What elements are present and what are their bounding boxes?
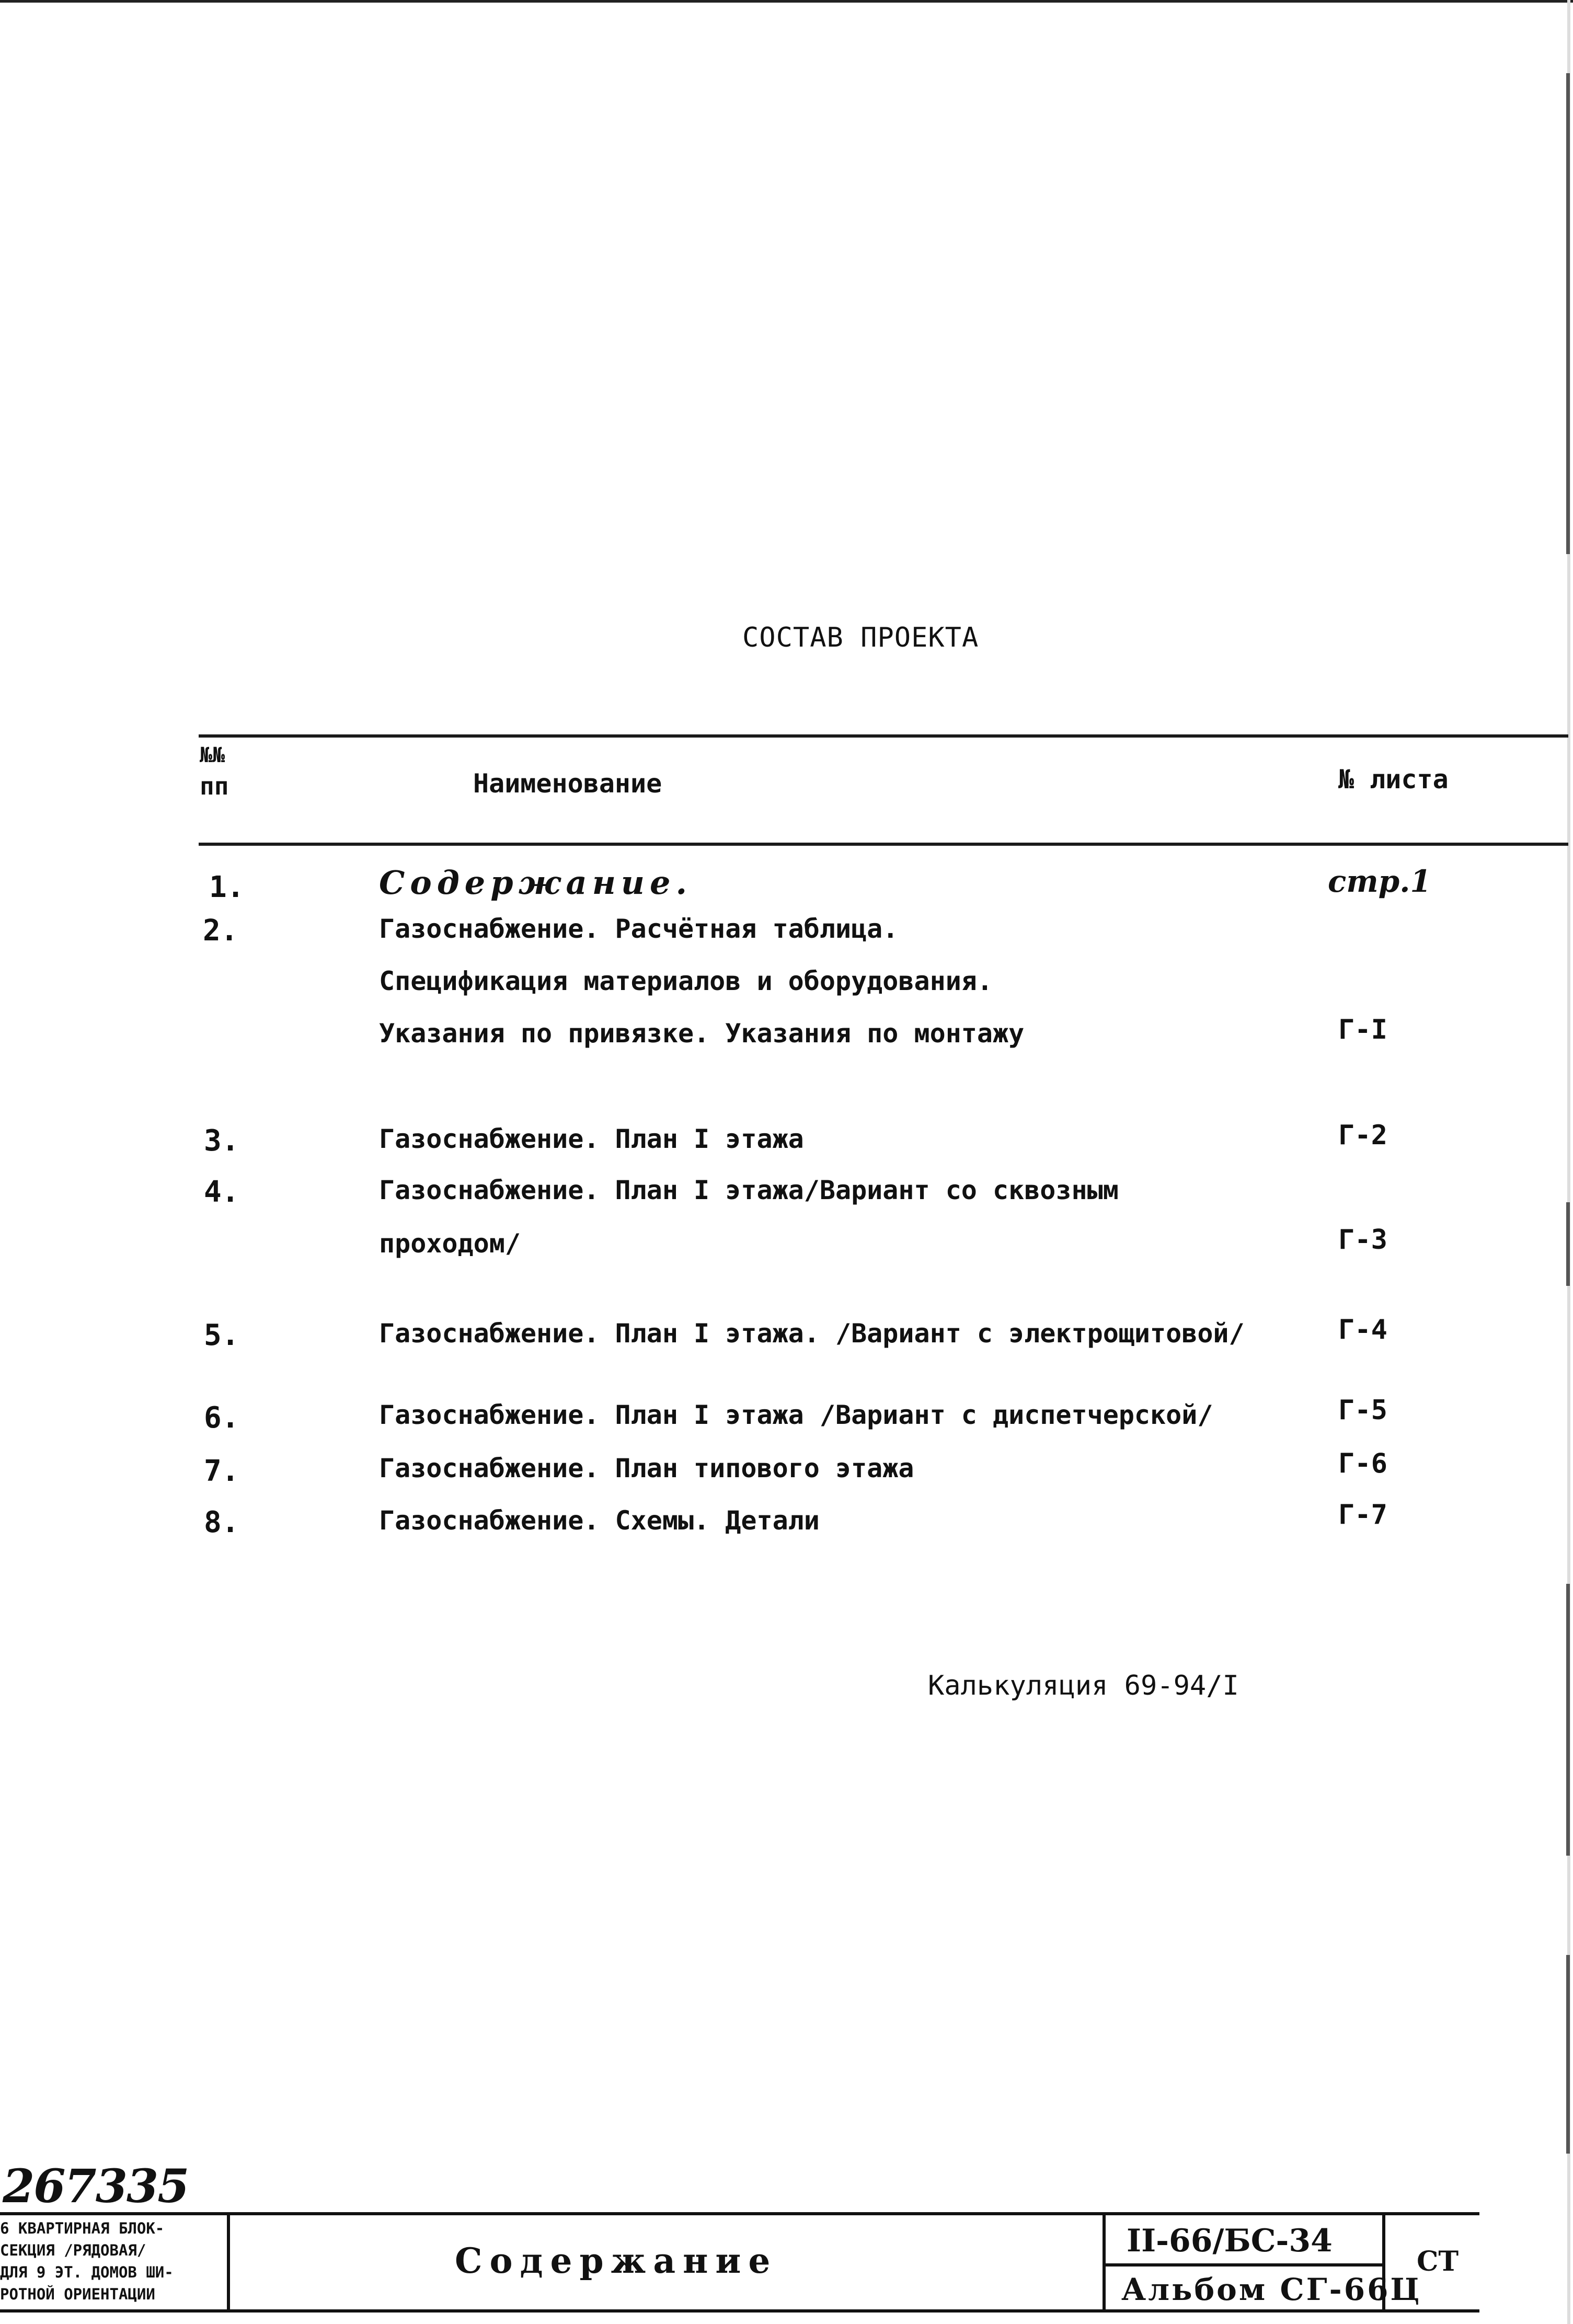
row-number: 8. — [204, 1505, 239, 1539]
title-block — [0, 2212, 1479, 2313]
stamp-description-line: СЕКЦИЯ /РЯДОВАЯ/ — [0, 2241, 146, 2259]
row-number: 6. — [204, 1401, 239, 1435]
header-num-line1: №№ — [200, 743, 225, 767]
scan-mark — [1566, 1202, 1570, 1286]
row-name: Газоснабжение. План I этажа /Вариант с диспетчерской/ — [379, 1400, 1213, 1430]
row-name-continued: Спецификация материалов и оборудования. — [379, 966, 993, 996]
row-name: Газоснабжение. План типового этажа — [379, 1453, 914, 1483]
row-number: 2. — [203, 914, 238, 948]
scan-mark — [1566, 1955, 1570, 2154]
row-name-continued: Указания по привязке. Указания по монтажу — [379, 1018, 1025, 1049]
header-bottom-rule — [199, 843, 1568, 846]
row-name-continued: проходом/ — [379, 1228, 521, 1259]
scan-mark — [1566, 1584, 1570, 1856]
row-sheet: стр.1 — [1328, 864, 1431, 899]
stamp-codes-cell — [1106, 2215, 1422, 2309]
stamp-description-line: РОТНОЙ ОРИЕНТАЦИИ — [0, 2285, 155, 2303]
row-sheet: Г-6 — [1338, 1448, 1387, 1479]
calculation-note: Калькуляция 69-94/I — [928, 1670, 1239, 1701]
header-top-rule — [199, 734, 1568, 738]
header-num-line2: пп — [200, 772, 229, 800]
stamp-title-cell — [230, 2215, 1106, 2309]
scan-mark — [1566, 73, 1570, 554]
stamp-sheet-label: СТ — [1417, 2246, 1459, 2277]
header-sheet: № листа — [1338, 764, 1449, 795]
top-border — [0, 0, 1573, 3]
stamp-title: Содержание — [455, 2240, 778, 2281]
row-name: Газоснабжение. Схемы. Детали — [379, 1505, 820, 1536]
inventory-number: 267335 — [3, 2159, 189, 2213]
row-name: Газоснабжение. Расчётная таблица. — [379, 914, 899, 944]
stamp-code: II-66/БС-34 — [1127, 2223, 1333, 2259]
row-number: 7. — [204, 1454, 239, 1488]
row-sheet: Г-7 — [1338, 1499, 1387, 1531]
stamp-description-line: 6 КВАРТИРНАЯ БЛОК- — [0, 2219, 165, 2237]
row-number: 4. — [204, 1175, 239, 1209]
stamp-description — [0, 2215, 230, 2309]
row-sheet: Г-2 — [1338, 1120, 1387, 1151]
row-name: Газоснабжение. План I этажа — [379, 1124, 804, 1154]
row-name: Газоснабжение. План I этажа/Вариант со сквозным — [379, 1175, 1119, 1205]
row-sheet: Г-I — [1338, 1014, 1387, 1045]
header-name: Наименование — [473, 768, 662, 799]
page-title: СОСТАВ ПРОЕКТА — [742, 622, 979, 653]
row-number: 1. — [209, 870, 245, 904]
stamp-code-divider — [1106, 2263, 1382, 2267]
row-sheet: Г-5 — [1338, 1395, 1387, 1426]
row-sheet: Г-4 — [1338, 1314, 1387, 1345]
row-name: Газоснабжение. План I этажа. /Вариант с электрощитовой/ — [379, 1318, 1245, 1349]
row-number: 5. — [204, 1318, 239, 1352]
row-name: Содержание. — [379, 864, 693, 902]
stamp-description-line: ДЛЯ 9 ЭТ. ДОМОВ ШИ- — [0, 2263, 174, 2281]
row-sheet: Г-3 — [1338, 1224, 1387, 1256]
row-number: 3. — [204, 1124, 239, 1158]
stamp-album: Альбом СГ-66Ц — [1121, 2272, 1422, 2307]
